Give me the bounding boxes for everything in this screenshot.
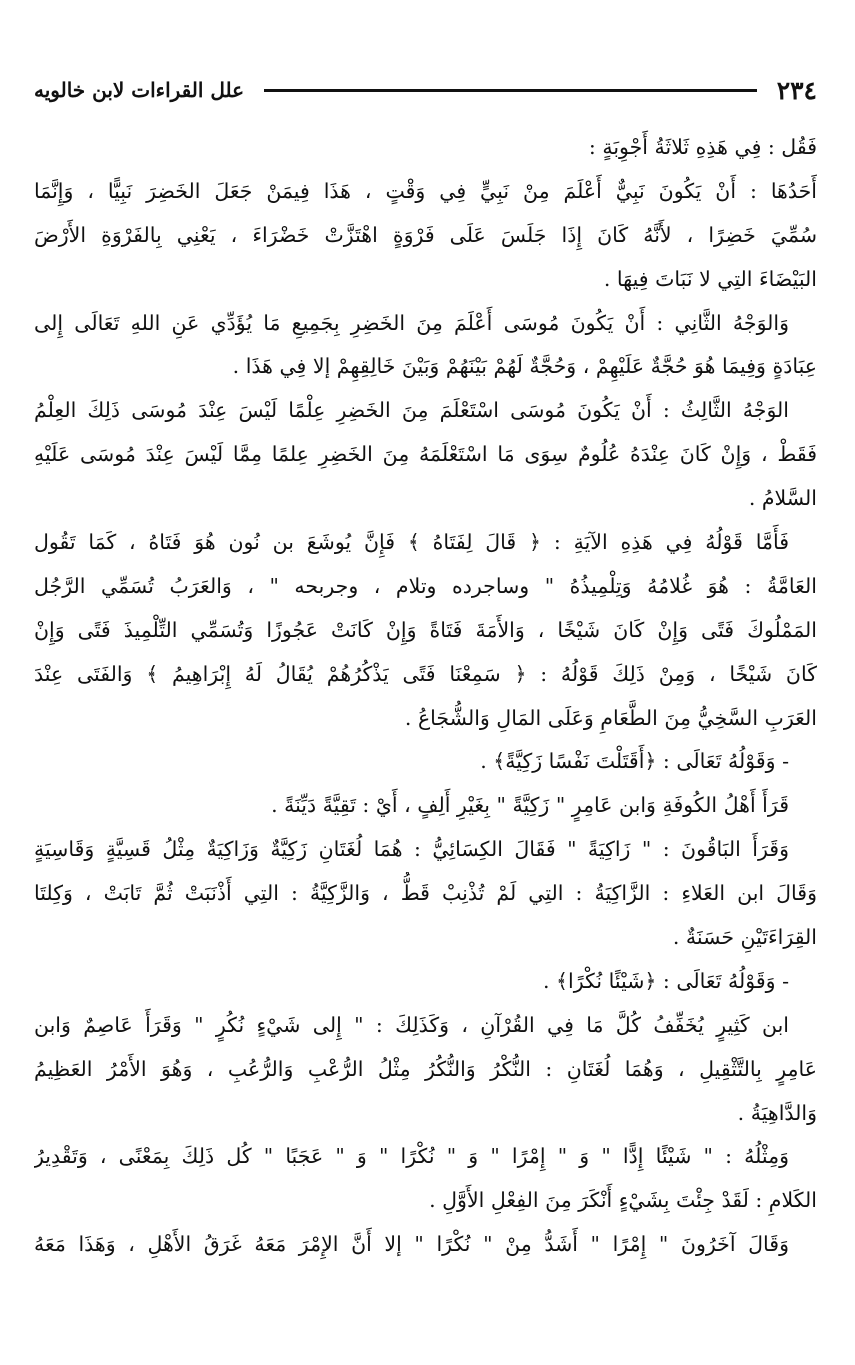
text-line: السَّلامُ .	[748, 486, 817, 511]
text-line: أَحَدُهَا : أَنْ يَكُونَ نَبِيٌّ أَعْلَمَ مِنْ نَبِيٍّ فِي وَقْتٍ ، هَذَا فِيمَنْ جَعَلَ الخَضِرَ نَبِيًّا ، وَإِنَّمَا	[34, 178, 817, 203]
body-text	[34, 126, 817, 1267]
text-line: البَيْضَاءَ التِي لا نَبَاتَ فِيهَا .	[603, 266, 817, 291]
text-line: الوَجْهُ الثَّالِثُ : أَنْ يَكُونَ مُوسَى اسْتَعْلَمَ مِنَ الخَضِرِ عِلْمًا لَيْسَ عِنْدَ مُوسَى ذَلِكَ العِلْمُ	[34, 398, 789, 423]
text-line: عَامِرٍ بِالتَّثْقِيلِ ، وَهُمَا لُغَتَانِ : النُّكْرُ وَالنُّكُرُ مِثْلُ الرُّعْبِ وَالرُّعُبِ ، وَهُوَ الأَمْرُ العَظِيمُ	[34, 1056, 817, 1081]
page-header	[34, 72, 817, 108]
header-rule	[264, 89, 757, 92]
text-line: ابن كَثِيرٍ يُخَفِّفُ كُلَّ مَا فِي القُرْآنِ ، وَكَذَلِكَ : " إِلى شَيْءٍ نُكُرٍ " وَقَرَأَ عَاصِمٌ وَابن	[34, 1012, 789, 1037]
text-line: وَالدَّاهِيَةُ .	[737, 1100, 817, 1125]
text-line: سُمِّيَ خَضِرًا ، لأَنَّهُ كَانَ إِذَا جَلَسَ عَلَى فَرْوَةٍ اهْتَزَّتْ خَضْرَاءَ ، يَعْنِي بِالفَرْوَةِ الأَرْضَ	[34, 222, 817, 247]
text-line: فَقُل : فِي هَذِهِ ثَلاثَةُ أَجْوِبَةٍ :	[588, 135, 817, 159]
text-line: قَرَأَ أَهْلُ الكُوفَةِ وَابن عَامِرٍ " زَكِيَّةً " بِغَيْرِ أَلِفٍ ، أَيْ : تَقِيَّةً دَيِّنَةً .	[271, 793, 789, 818]
text-line: وَالوَجْهُ الثَّانِي : أَنْ يَكُونَ مُوسَى أَعْلَمَ مِنَ الخَضِرِ بِجَمِيعِ مَا يُؤَدِّي عَنِ اللهِ تَعَالَى إِلى	[34, 310, 789, 335]
text-line: وَمِثْلُهُ : " شَيْئًا إِدًّا " وَ " إِمْرًا " وَ " نُكْرًا " وَ " عَجَبًا " كُل ذَلِكَ بِمَعْنًى ، وَتَقْدِيرُ	[34, 1144, 789, 1169]
text-line: فَأَمَّا قَوْلُهُ فِي هَذِهِ الآيَةِ : ﴿ قَالَ لِفَتَاهُ ﴾ فَإِنَّ يُوشَعَ بن نُون هُوَ فَتَاهُ ، كَمَا تَقُول	[34, 530, 789, 555]
text-line: القِرَاءَتَيْنِ حَسَنَةٌ .	[672, 925, 817, 950]
page-number: ٢٣٤	[776, 75, 817, 105]
text-line: - وَقَوْلُهُ تَعَالَى : ﴿أَقَتَلْتَ نَفْسًا زَكِيَّةً﴾ .	[480, 749, 789, 774]
text-line: المَمْلُوكَ فَتًى وَإِنْ كَانَ شَيْخًا ، وَالأَمَةَ فَتَاةً وَإِنْ كَانَتْ عَجُوزًا وَتُسَمِّي التِّلْمِيذَ فَتًى وَإِنْ	[34, 617, 817, 642]
text-line: كَانَ شَيْخًا ، وَمِنْ ذَلِكَ قَوْلُهُ : ﴿ سَمِعْنَا فَتًى يَذْكُرُهُمْ يُقَالُ لَهُ إِبْرَاهِيمُ ﴾ وَالفَتَى عِنْدَ	[34, 661, 817, 686]
text-line: فَقَطْ ، وَإِنْ كَانَ عِنْدَهُ عُلُومٌ سِوَى مَا اسْتَعْلَمَهُ مِنَ الخَضِرِ عِلمًا مِمَّا لَيْسَ عِنْدَ مُوسَى عَلَيْهِ	[34, 442, 817, 467]
text-line: الكَلامِ : لَقَدْ جِئْتَ بِشَيْءٍ أَنْكَرَ مِنَ الفِعْلِ الأَوَّلِ .	[429, 1188, 817, 1213]
text-line: عِبَادَةٍ وَفِيمَا هُوَ حُجَّةٌ عَلَيْهِمْ ، وَحُجَّةٌ لَهُمْ بَيْنَهُمْ وَبَيْنَ خَالِقِهِمْ إلا فِي هَذَا .	[232, 354, 817, 379]
text-line: وَقَالَ ابن العَلاءِ : الزَّاكِيَةُ : التِي لَمْ تُذْنِبْ قَطُّ ، وَالزَّكِيَّةُ : التِي أَذْنَبَتْ ثُمَّ تَابَتْ ، وَكِلتَا	[34, 881, 817, 906]
running-title: علل القراءات لابن خالويه	[34, 78, 245, 102]
text-line: وَقَرَأَ البَاقُونَ : " زَاكِيَةً " فَقَالَ الكِسَائِيُّ : هُمَا لُغَتَانِ زَكِيَّةٌ وَزَاكِيَةٌ مِثْلُ قَسِيَّةٍ وَقَاسِيَةٍ	[34, 837, 789, 862]
text-line: العَامَّةُ : هُوَ غُلامُهُ وَتِلْمِيذُهُ " وساجرده وتلام ، وجربحه " ، وَالعَرَبُ تُسَمِّي الرَّجُل	[34, 573, 817, 598]
text-line: وَقَالَ آخَرُونَ " إِمْرًا " أَشَدُّ مِنْ " نُكْرًا " إلا أَنَّ الإِمْرَ مَعَهُ غَرَقُ الأَهْلِ ، وَهَذَا مَعَهُ	[34, 1232, 789, 1257]
text-line: - وَقَوْلُهُ تَعَالَى : ﴿شَيْئًا نُكْرًا﴾ .	[543, 968, 789, 993]
text-line: العَرَبِ السَّخِيُّ مِنَ الطَّعَامِ وَعَلَى المَالِ وَالشُّجَاعُ .	[404, 705, 817, 730]
